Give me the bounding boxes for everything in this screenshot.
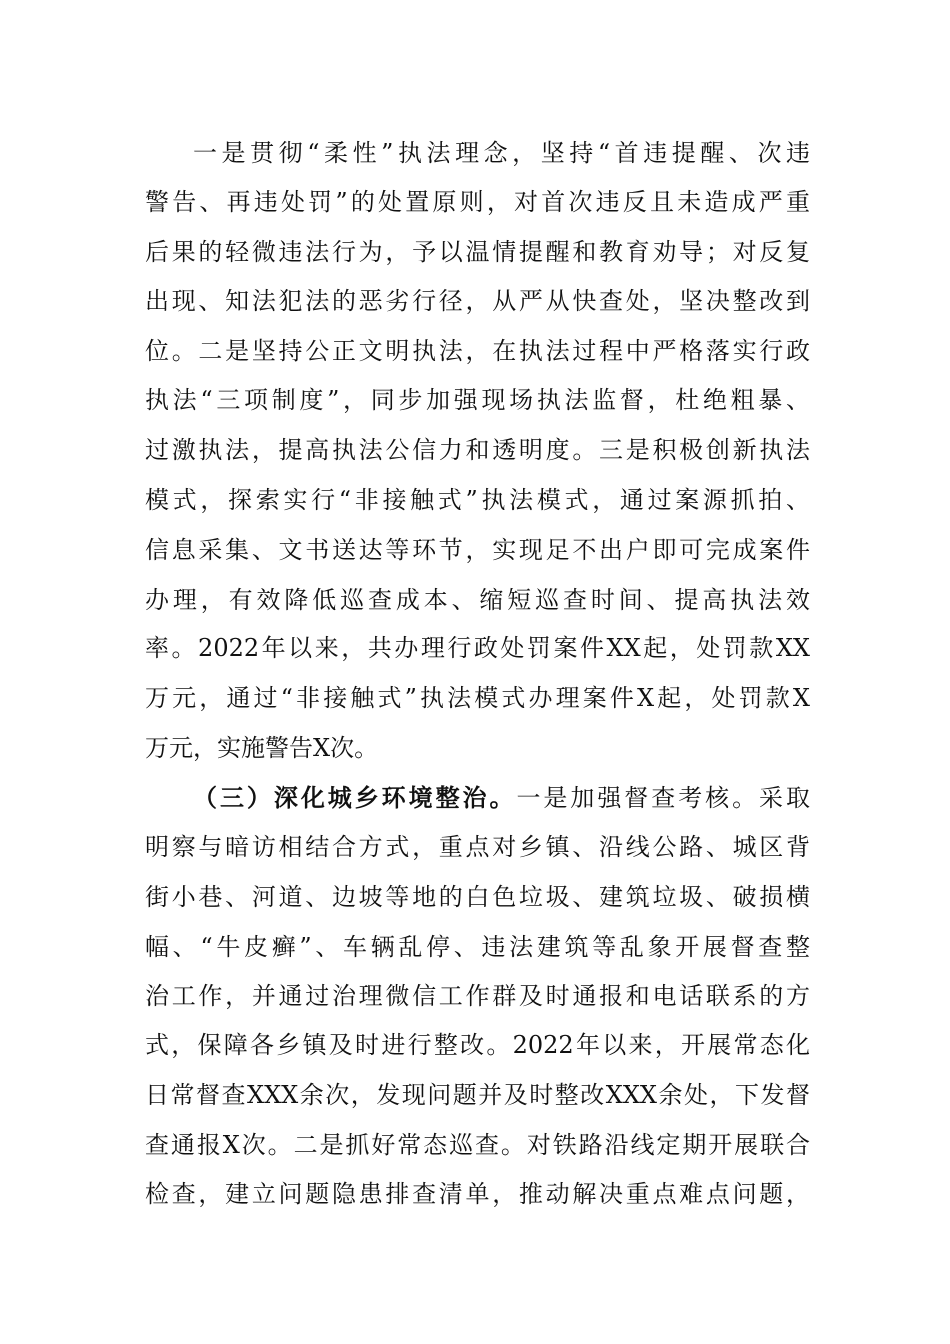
paragraph-line: 明察与暗访相结合方式，重点对乡镇、沿线公路、城区背 — [145, 833, 810, 861]
paragraph-line: 一是贯彻“柔性”执法理念，坚持“首违提醒、次违 — [193, 139, 810, 167]
paragraph-line: 出现、知法犯法的恶劣行径，从严从快查处，坚决整改到 — [145, 287, 810, 315]
paragraph-line: 日常督查XXX余次，发现问题并及时整改XXX余处，下发督 — [145, 1081, 810, 1109]
paragraph-line: 位。二是坚持公正文明执法，在执法过程中严格落实行政 — [145, 337, 810, 365]
paragraph-line: 街小巷、河道、边坡等地的白色垃圾、建筑垃圾、破损横 — [145, 883, 810, 911]
section-heading-rest: 一是加强督查考核。采取 — [516, 784, 810, 812]
paragraph-line: 幅、“牛皮癣”、车辆乱停、违法建筑等乱象开展督查整 — [145, 933, 810, 961]
paragraph-line: 过激执法，提高执法公信力和透明度。三是积极创新执法 — [145, 436, 810, 464]
paragraph-line: 万元，通过“非接触式”执法模式办理案件X起，处罚款X — [145, 684, 810, 712]
paragraph-line: 查通报X次。二是抓好常态巡查。对铁路沿线定期开展联合 — [145, 1131, 810, 1159]
paragraph-line: 后果的轻微违法行为，予以温情提醒和教育劝导；对反复 — [145, 238, 810, 266]
paragraph-line: 警告、再违处罚”的处置原则，对首次违反且未造成严重 — [145, 188, 810, 216]
paragraph-line: 治工作，并通过治理微信工作群及时通报和电话联系的方 — [145, 982, 810, 1010]
paragraph-line: 执法“三项制度”，同步加强现场执法监督，杜绝粗暴、 — [145, 386, 810, 414]
paragraph-line: 检查，建立问题隐患排查清单，推动解决重点难点问题， — [145, 1180, 810, 1208]
paragraph-line: 办理，有效降低巡查成本、缩短巡查时间、提高执法效 — [145, 586, 810, 614]
paragraph-line: 率。2022年以来，共办理行政处罚案件XX起，处罚款XX — [145, 634, 810, 662]
paragraph-line: 式，保障各乡镇及时进行整改。2022年以来，开展常态化 — [145, 1031, 810, 1059]
paragraph-line: 模式，探索实行“非接触式”执法模式，通过案源抓拍、 — [145, 486, 810, 514]
section-heading-line — [193, 778, 810, 818]
section-heading: （三）深化城乡环境整治。 — [193, 783, 517, 812]
paragraph-line: 信息采集、文书送达等环节，实现足不出户即可完成案件 — [145, 536, 810, 564]
paragraph-line: 万元，实施警告X次。 — [145, 734, 379, 762]
